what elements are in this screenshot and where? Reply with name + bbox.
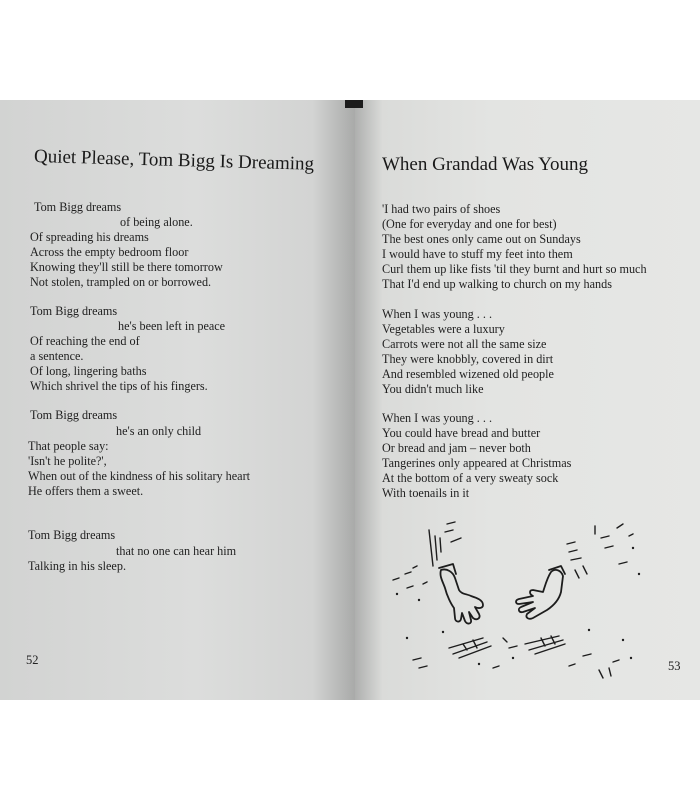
poem-title-left: Quiet Please, Tom Bigg Is Dreaming	[33, 146, 315, 175]
poem-line: he's an only child	[116, 424, 202, 438]
poem-line: When out of the kindness of his solitary heart	[28, 469, 251, 483]
poem-line: he's been left in peace	[118, 319, 226, 333]
poem-line: 'Isn't he polite?',	[28, 454, 107, 468]
poem-line: 'I had two pairs of shoes	[382, 202, 501, 216]
poem-line: You didn't much like	[382, 382, 484, 396]
poem-line: When I was young . . .	[382, 411, 493, 425]
poem-line: Of reaching the end of	[30, 334, 140, 348]
poem-line: of being alone.	[120, 215, 193, 229]
poem-line: a sentence.	[30, 349, 84, 363]
poem-line: That I'd end up walking to church on my hands	[382, 277, 612, 291]
page-number-left: 52	[26, 653, 39, 667]
poem-line: Not stolen, trampled on or borrowed.	[30, 275, 212, 289]
poem-line: When I was young . . .	[382, 307, 493, 321]
poem-line: Across the empty bedroom floor	[30, 245, 189, 259]
poem-line: The best ones only came out on Sundays	[382, 232, 581, 246]
right-page	[355, 100, 700, 700]
poem-line: With toenails in it	[382, 486, 470, 500]
poem-line: Which shrivel the tips of his fingers.	[30, 379, 208, 393]
poem-line: Knowing they'll still be there tomorrow	[30, 260, 223, 274]
poem-line: Of spreading his dreams	[30, 230, 149, 244]
poem-line: That people say:	[28, 439, 109, 453]
poem-line: And resembled wizened old people	[382, 367, 554, 381]
poem-line: Of long, lingering baths	[30, 364, 147, 378]
book-spine	[345, 100, 363, 108]
poem-line: They were knobbly, covered in dirt	[382, 352, 554, 366]
poem-line: Tom Bigg dreams	[30, 304, 118, 318]
poem-line: Curl them up like fists 'til they burnt and hurt so much	[382, 262, 647, 276]
two-hands-walking-icon	[383, 508, 653, 680]
poem-line: I would have to stuff my feet into them	[382, 247, 573, 261]
poem-line: Talking in his sleep.	[28, 559, 126, 573]
poem-line: He offers them a sweet.	[28, 484, 144, 498]
open-book	[0, 100, 700, 700]
poem-line: Vegetables were a luxury	[382, 322, 505, 336]
poem-line: Tom Bigg dreams	[30, 408, 118, 422]
poem-title-right: When Grandad Was Young	[382, 154, 589, 175]
poem-line: Or bread and jam – never both	[382, 441, 531, 455]
poem-line: (One for everyday and one for best)	[382, 217, 557, 231]
poem-line: At the bottom of a very sweaty sock	[382, 471, 559, 485]
poem-line: Tom Bigg dreams	[34, 200, 122, 214]
poem-line: Tom Bigg dreams	[28, 528, 116, 542]
page-number-right: 53	[668, 659, 681, 673]
poem-line: You could have bread and butter	[382, 426, 541, 440]
left-page	[0, 100, 355, 700]
poem-line: that no one can hear him	[116, 544, 237, 558]
poem-line: Carrots were not all the same size	[382, 337, 547, 351]
poem-line: Tangerines only appeared at Christmas	[382, 456, 572, 470]
